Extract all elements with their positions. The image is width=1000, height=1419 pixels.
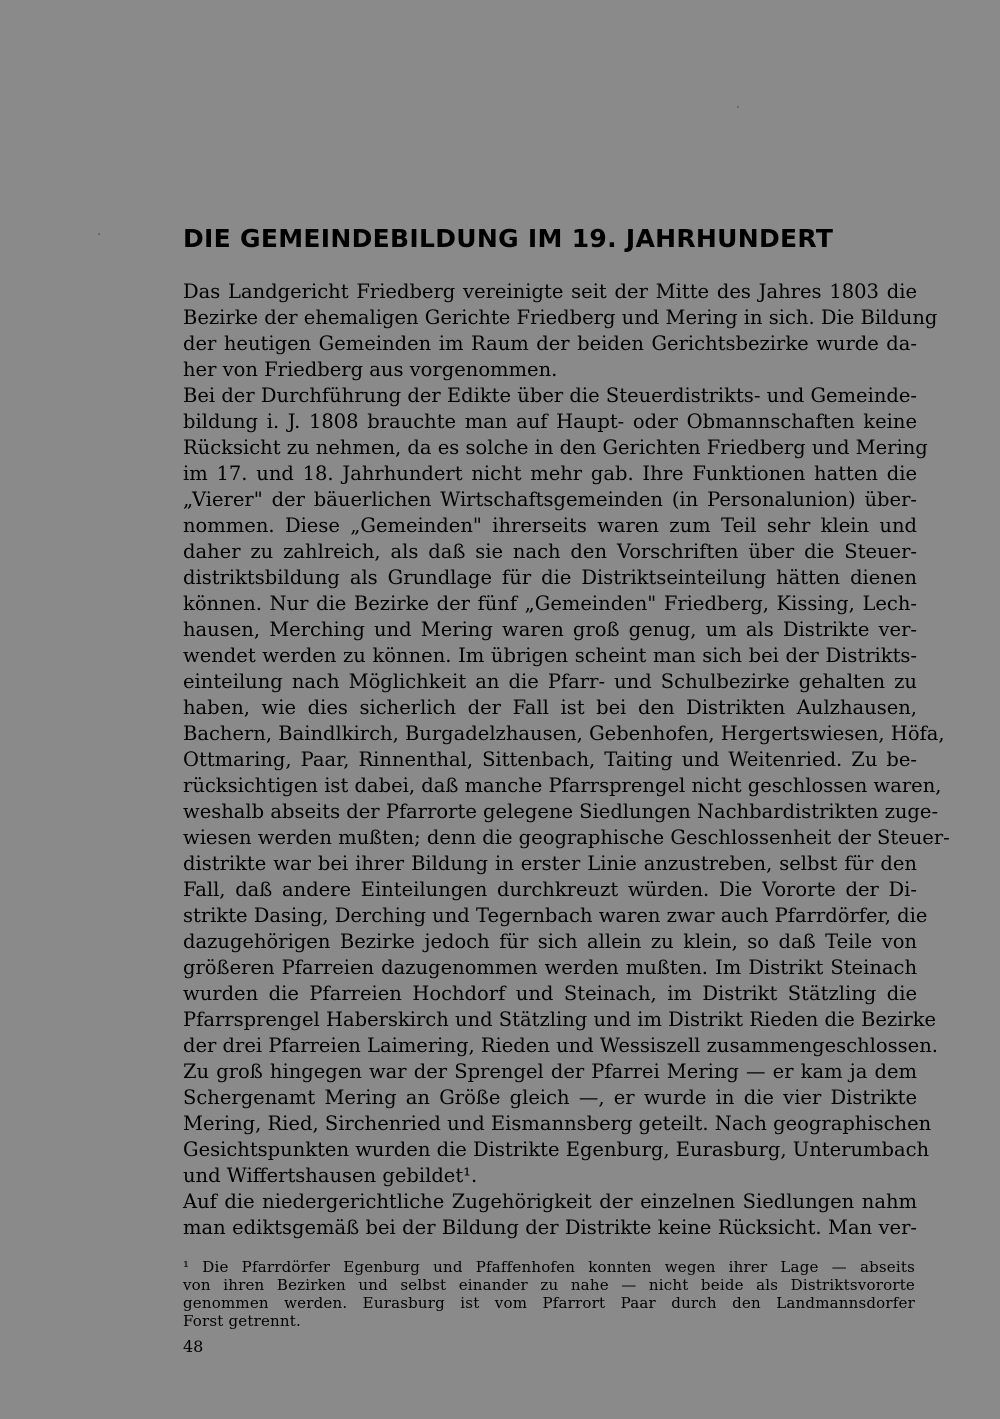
text-line: rücksichtigen ist dabei, daß manche Pfarrsprengel nicht geschlossen waren, [183,774,942,797]
text-line: können. Nur die Bezirke der fünf „Gemeinden" Friedberg, Kissing, Lech- [183,592,917,615]
text-line: strikte Dasing, Derching und Tegernbach waren zwar auch Pfarrdörfer, die [183,904,928,927]
text-line: Fall, daß andere Einteilungen durchkreuzt würden. Die Vororte der Di- [183,878,917,901]
text-line: wiesen werden mußten; denn die geographische Geschlossenheit der Steuer- [183,826,950,849]
text-line: wurden die Pfarreien Hochdorf und Steinach, im Distrikt Stätzling die [183,982,917,1005]
scan-speck [737,106,739,108]
text-line: der heutigen Gemeinden im Raum der beiden Gerichtsbezirke wurde da- [183,332,917,355]
text-line: der drei Pfarreien Laimering, Rieden und Wessiszell zusammengeschlossen. [183,1034,938,1057]
chapter-title: DIE GEMEINDEBILDUNG IM 19. JAHRHUNDERT [183,224,834,253]
text-line: Das Landgericht Friedberg vereinigte seit der Mitte des Jahres 1803 die [183,280,917,303]
text-line: distriktsbildung als Grundlage für die Distriktseinteilung hätten dienen [183,566,917,589]
text-line: Bei der Durchführung der Edikte über die Steuerdistrikts- und Gemeinde- [183,384,917,407]
text-line: Zu groß hingegen war der Sprengel der Pfarrei Mering — er kam ja dem [183,1060,917,1083]
footnote-line: genommen werden. Eurasburg ist vom Pfarrort Paar durch den Landmannsdorfer [183,1294,915,1312]
page-number: 48 [183,1337,204,1356]
text-line: dazugehörigen Bezirke jedoch für sich allein zu klein, so daß Teile von [183,930,917,953]
text-line: hausen, Merching und Mering waren groß genug, um als Distrikte ver- [183,618,917,641]
text-line: Ottmaring, Paar, Rinnenthal, Sittenbach, Taiting und Weitenried. Zu be- [183,748,917,771]
text-line: Bezirke der ehemaligen Gerichte Friedberg und Mering in sich. Die Bildung [183,306,938,329]
text-line: distrikte war bei ihrer Bildung in erster Linie anzustreben, selbst für den [183,852,917,875]
text-line: weshalb abseits der Pfarrorte gelegene Siedlungen Nachbardistrikten zuge- [183,800,939,823]
text-line: Schergenamt Mering an Größe gleich —, er wurde in die vier Distrikte [183,1086,917,1109]
text-line: bildung i. J. 1808 brauchte man auf Haupt- oder Obmannschaften keine [183,410,917,433]
text-line: daher zu zahlreich, als daß sie nach den Vorschriften über die Steuer- [183,540,917,563]
text-line: Rücksicht zu nehmen, da es solche in den Gerichten Friedberg und Mering [183,436,928,459]
text-line: Pfarrsprengel Haberskirch und Stätzling und im Distrikt Rieden die Bezirke [183,1008,937,1031]
footnote-line: ¹ Die Pfarrdörfer Egenburg und Pfaffenhofen konnten wegen ihrer Lage — abseits [183,1258,915,1276]
text-line: wendet werden zu können. Im übrigen scheint man sich bei der Distrikts- [183,644,917,667]
text-line: einteilung nach Möglichkeit an die Pfarr- und Schulbezirke gehalten zu [183,670,917,693]
text-line: und Wiffertshausen gebildet¹. [183,1164,478,1187]
text-line: Bachern, Baindlkirch, Burgadelzhausen, Gebenhofen, Hergertswiesen, Höfa, [183,722,945,745]
text-line: nommen. Diese „Gemeinden" ihrerseits waren zum Teil sehr klein und [183,514,917,537]
text-line: im 17. und 18. Jahrhundert nicht mehr gab. Ihre Funktionen hatten die [183,462,917,485]
text-line: Mering, Ried, Sirchenried und Eismannsberg geteilt. Nach geographischen [183,1112,932,1135]
footnote-line: Forst getrennt. [183,1312,301,1330]
text-line: „Vierer" der bäuerlichen Wirtschaftsgemeinden (in Personalunion) über- [183,488,917,511]
body-text [183,279,950,1241]
text-line: Gesichtspunkten wurden die Distrikte Egenburg, Eurasburg, Unterumbach [183,1138,930,1161]
text-line: Auf die niedergerichtliche Zugehörigkeit der einzelnen Siedlungen nahm [183,1190,917,1213]
footnote-line: von ihren Bezirken und selbst einander zu nahe — nicht beide als Distriktsvororte [183,1276,915,1294]
scan-speck [98,233,100,235]
text-line: haben, wie dies sicherlich der Fall ist bei den Distrikten Aulzhausen, [183,696,917,719]
text-line: man ediktsgemäß bei der Bildung der Distrikte keine Rücksicht. Man ver- [183,1216,917,1239]
text-line: her von Friedberg aus vorgenommen. [183,358,558,381]
text-line: größeren Pfarreien dazugenommen werden mußten. Im Distrikt Steinach [183,956,917,979]
footnote [183,1258,915,1330]
